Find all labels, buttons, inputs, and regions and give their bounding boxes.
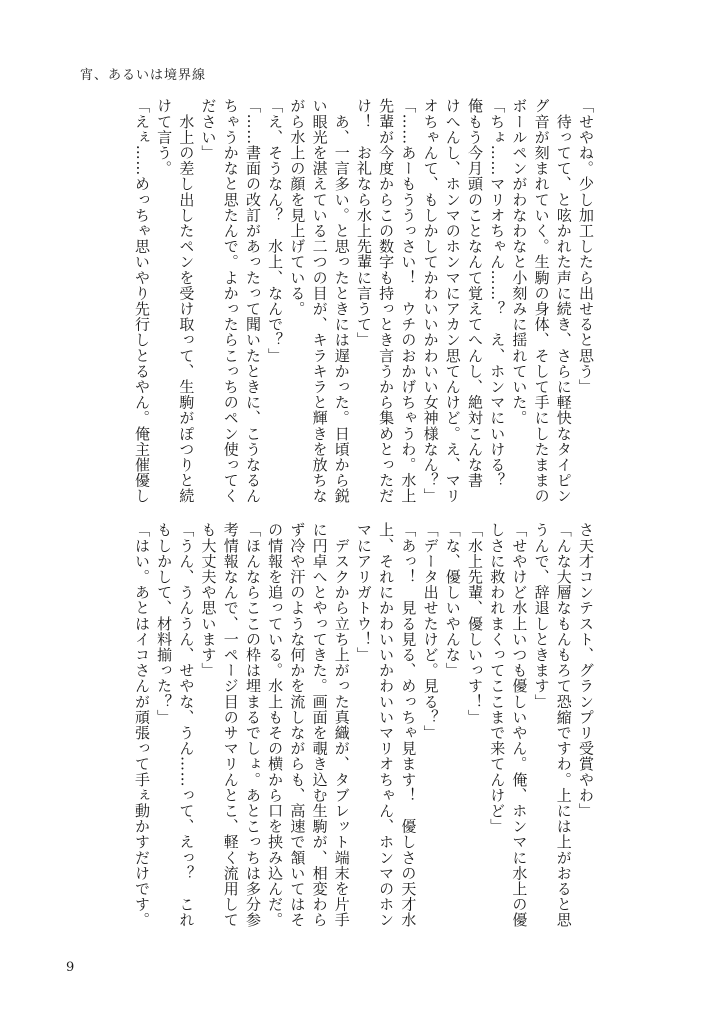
text-line: ださい」 — [199, 98, 218, 161]
text-line: 「ちょ……マリオちゃん……？ え、ホンマにいける？ — [488, 98, 507, 488]
text-line: うんで、辞退しときます」 — [532, 522, 551, 710]
text-line: 「え、そうなん？ 水上、なんで？」 — [266, 98, 285, 364]
text-line: 「あっ！ 見る見る、めっちゃ見ます！ 優しさの天才水 — [399, 522, 418, 928]
text-line: もしかして、材料揃った？」 — [155, 522, 174, 725]
text-line: に円卓へとやってきた。画面を覗き込む生駒が、相変わら — [310, 522, 329, 928]
text-line: 「うん、うんうん、せやな、うん……って、えっ？ これ — [177, 522, 196, 928]
text-block-top — [131, 98, 597, 504]
text-line: 上、それにかわいいかわいいマリオちゃん、ホンマのホン — [377, 522, 396, 928]
text-line: 水上の差し出したペンを受け取って、生駒がぽつりと続 — [177, 98, 196, 504]
text-line: 「な、優しいやんな」 — [443, 522, 462, 678]
text-block-bottom — [131, 522, 597, 928]
text-line: ボールペンがわなわなと小刻みに揺れていた。 — [510, 98, 529, 426]
text-line: グ音が刻まれていく。生駒の身体、そして手にしたままの — [532, 98, 551, 504]
text-line: さ天才コンテスト、グランプリ受賞やわ」 — [577, 522, 595, 819]
text-line: 「せやけど水上いつも優しいやん。俺、ホンマに水上の優 — [510, 522, 529, 928]
text-line: 「はい。あとはイコさんが頑張って手ぇ動かすだけです。 — [132, 522, 151, 928]
page-number: 9 — [66, 960, 75, 975]
text-line: デスクから立ち上がった真織が、タブレット端末を片手 — [332, 522, 351, 928]
text-line: 「データ出せたけど。見る？」 — [421, 522, 440, 741]
text-line: 「んな大層なもんもろて恐縮ですわ。上には上がおると思 — [554, 522, 573, 928]
text-line: 俺もう今月頭のことなんて覚えてへんし、絶対こんな書 — [465, 98, 484, 488]
text-line: あ、一言多い。と思ったときには遅かった。日頃から鋭 — [332, 98, 351, 504]
text-line: 「せやね。少し加工したら出せると思う」 — [577, 98, 595, 395]
text-line: 考情報なんで、一ページ目のサマリんとこ、軽く流用して — [221, 522, 240, 928]
text-line: 待ってて、と呟かれた声に続き、さらに軽快なタイピン — [554, 98, 573, 504]
text-line: マにアリガトウ！」 — [354, 522, 373, 663]
text-line: ず冷や汗のような何かを流しながらも、高速で頷いてはそ — [288, 522, 307, 928]
text-line: 「……書面の改訂があったって聞いたときに、こうなるん — [243, 98, 262, 504]
running-head: 宵、あるいは境界線 — [80, 68, 207, 83]
text-line: け！ お礼なら水上先輩に言うて」 — [354, 98, 373, 348]
text-line: の情報を追っている。水上もその横から口を挟み込んだ。 — [266, 522, 285, 928]
text-line: 「ほんならここの枠は埋まるでしょ。あとこっちは多分参 — [243, 522, 262, 928]
text-line: 先輩が今度からこの数字も持っとき言うから集めとっただ — [377, 98, 396, 504]
text-line: けへんし、ホンマのホンマにアカン思てんけど。え、マリ — [443, 98, 462, 504]
text-line: がら水上の顔を見上げている。 — [288, 98, 307, 317]
text-line: しさに救われまくってここまで来てんけど」 — [488, 522, 507, 834]
text-line: けて言う。 — [155, 98, 174, 176]
text-line: オちゃんて、もしかしてかわいいかわいい女神様なん？」 — [421, 98, 440, 504]
text-line: 「えぇ……めっちゃ思いやり先行しとるやん。俺主催優し — [132, 98, 151, 504]
text-line: い眼光を湛えている二つの目が、キラキラと輝きを放ちな — [310, 98, 329, 504]
text-line: ちゃうかなと思たんで。よかったらこっちのペン使ってく — [221, 98, 240, 504]
text-line: も大丈夫や思います」 — [199, 522, 218, 678]
text-line: 「……あーもううっさい！ ウチのおかげちゃうわ。水上 — [399, 98, 418, 504]
text-line: 「水上先輩、優しいっす！」 — [465, 522, 484, 725]
